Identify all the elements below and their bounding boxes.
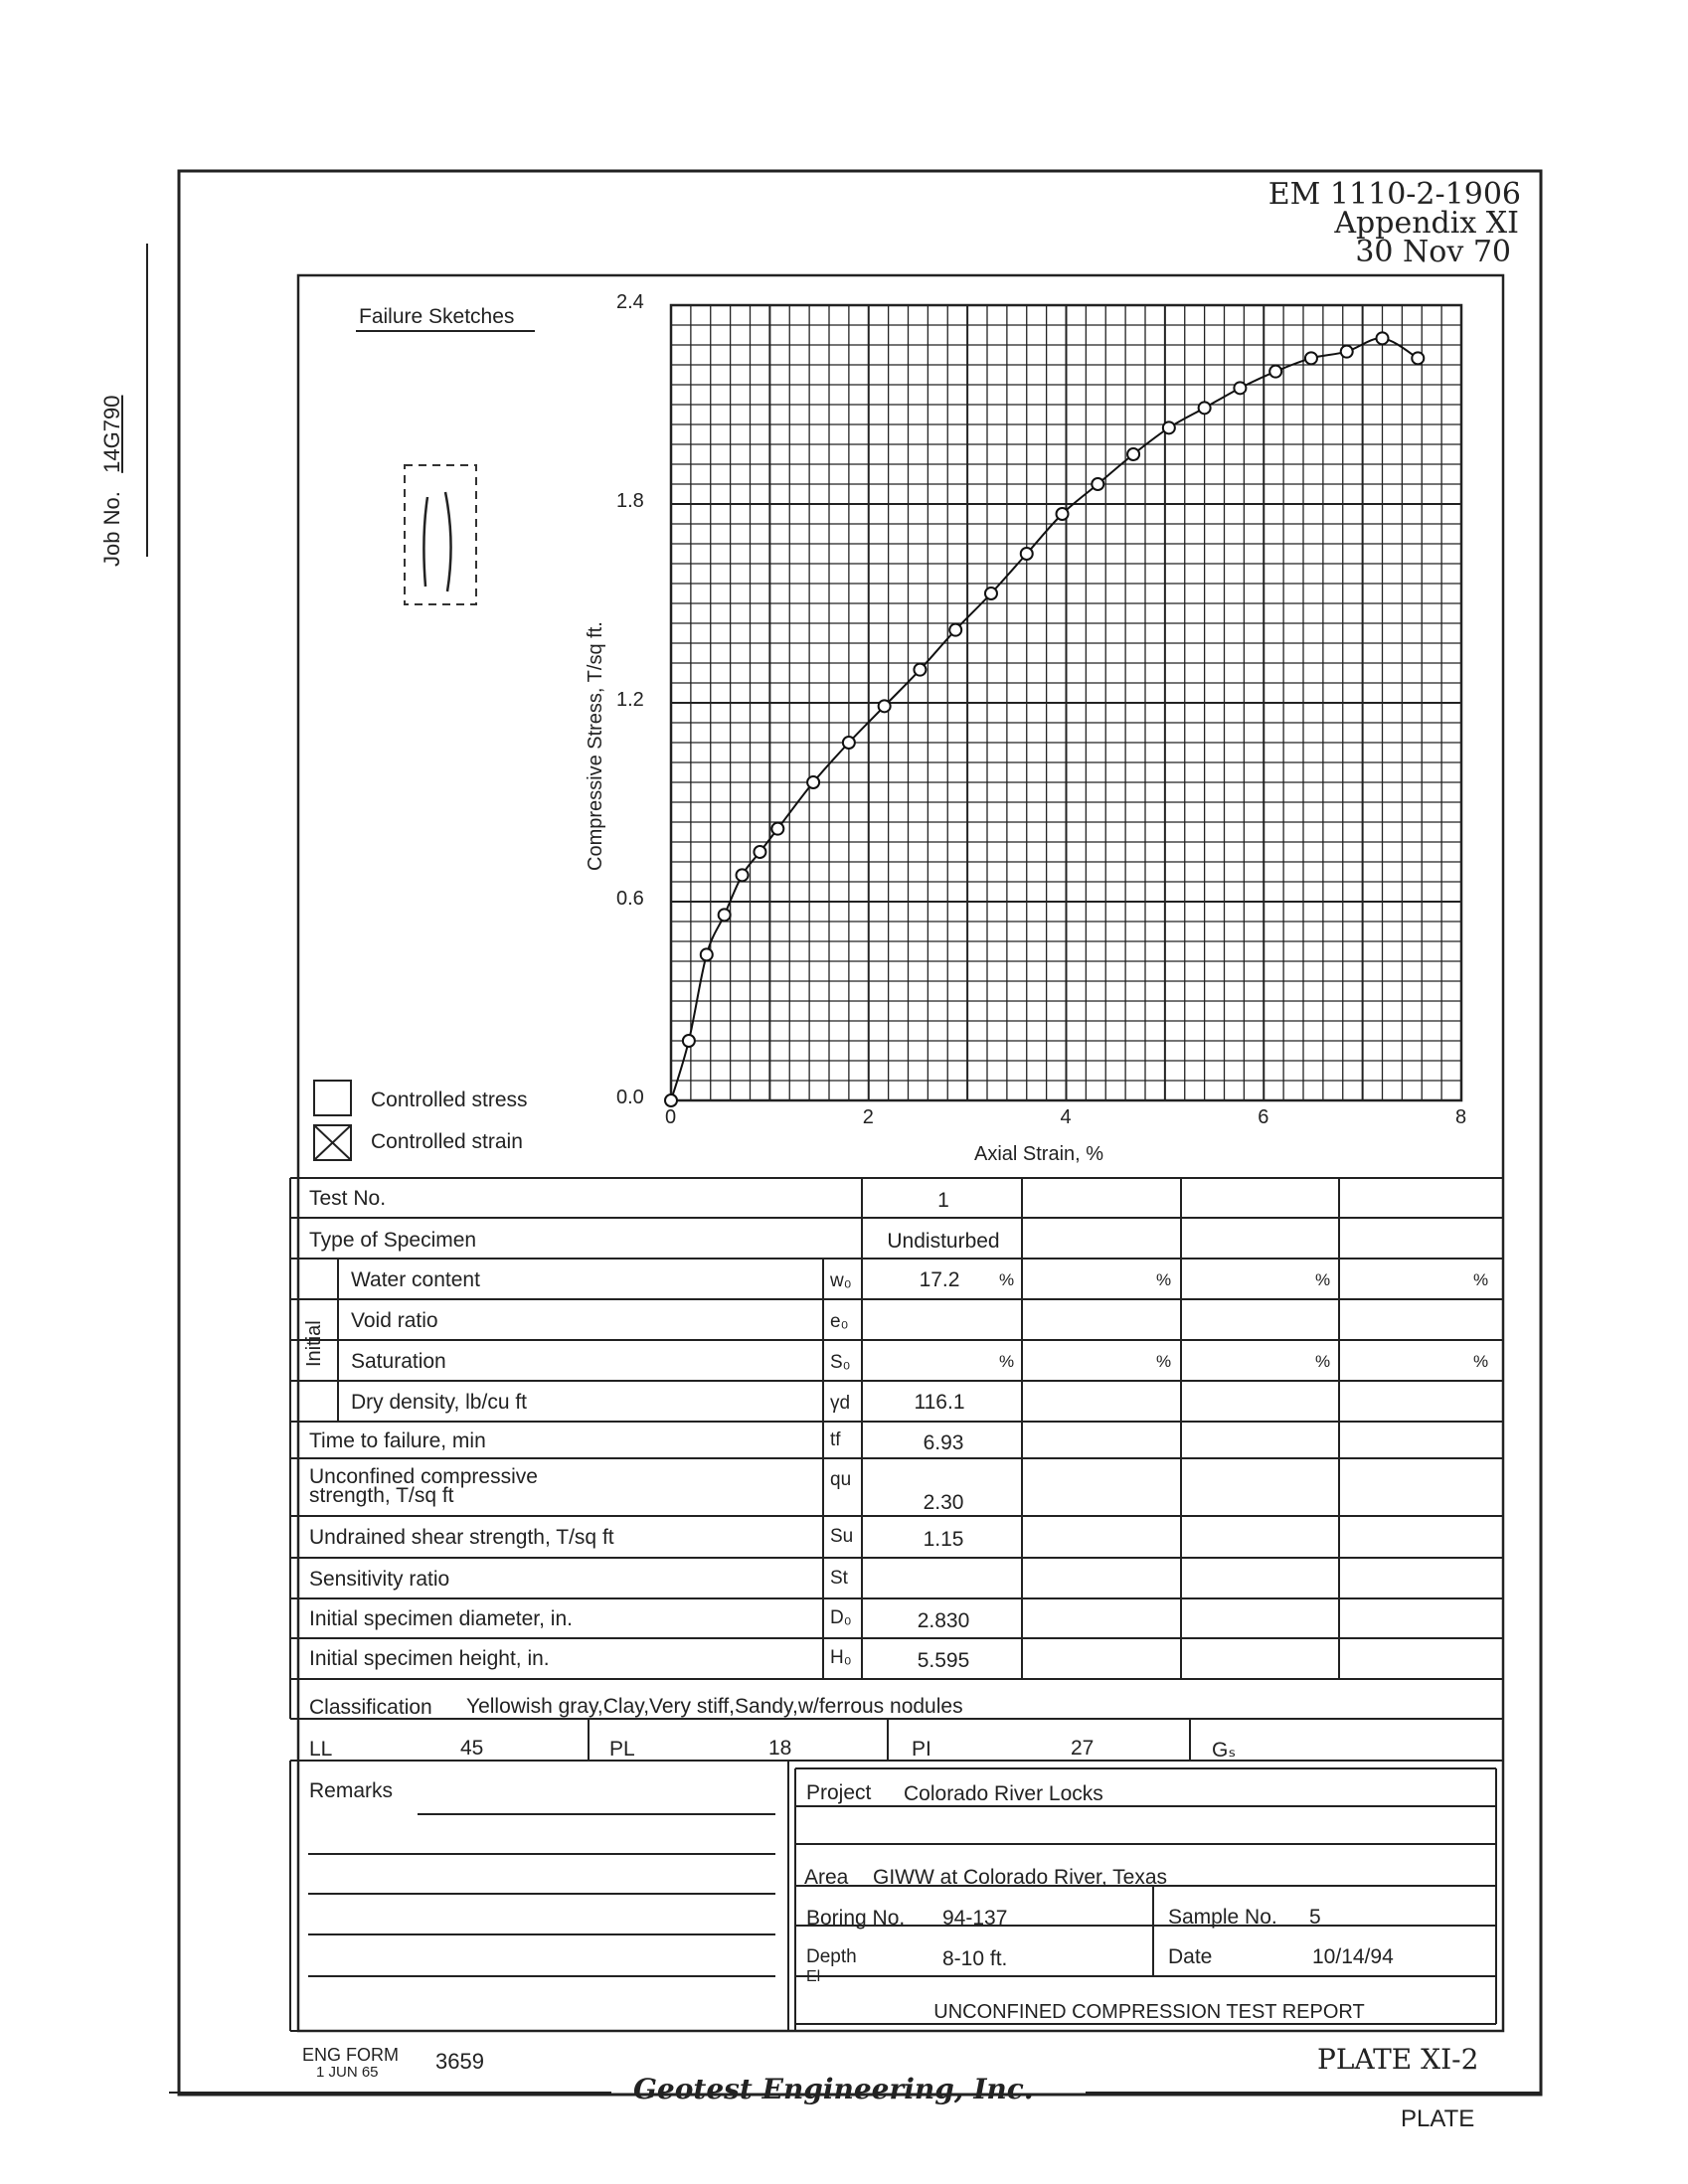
- boring-value: 94-137: [942, 1907, 1008, 1930]
- type-label: Type of Specimen: [309, 1229, 477, 1252]
- plate-number: PLATE XI-2: [1317, 2043, 1479, 2076]
- controlled-stress-label: Controlled stress: [371, 1089, 528, 1111]
- data-point: [737, 869, 749, 881]
- test-no-value: 1: [937, 1189, 949, 1212]
- percent-unit: %: [1315, 1352, 1331, 1371]
- percent-unit: %: [1473, 1270, 1489, 1289]
- percent-unit: %: [1473, 1352, 1489, 1371]
- data-point: [879, 700, 891, 712]
- initial-row-label: Water content: [351, 1268, 480, 1291]
- eng-form-date: 1 JUN 65: [316, 2064, 379, 2081]
- area-label: Area: [804, 1866, 849, 1889]
- data-point: [1199, 402, 1211, 414]
- stress-strain-curve: [671, 338, 1418, 1100]
- row-value: 2.830: [917, 1609, 970, 1632]
- classification-value: Yellowish gray,Clay,Very stiff,Sandy,w/ferrous nodules: [466, 1695, 963, 1718]
- pl-label: PL: [609, 1738, 635, 1761]
- company-name: Geotest Engineering, Inc.: [633, 2073, 1034, 2105]
- depth-value: 8-10 ft.: [942, 1947, 1008, 1970]
- data-point: [949, 624, 961, 636]
- row-label-2: strength, T/sq ft: [309, 1484, 454, 1507]
- job-no-label: Job No.: [99, 491, 124, 567]
- data-point: [1057, 508, 1069, 520]
- data-point: [754, 846, 765, 858]
- data-point: [771, 823, 783, 835]
- data-point: [665, 1094, 677, 1106]
- header-date: 30 Nov 70: [1355, 235, 1511, 269]
- row-value: 2.30: [923, 1491, 964, 1514]
- data-point: [807, 776, 819, 788]
- percent-unit: %: [999, 1270, 1015, 1289]
- data-point: [843, 737, 855, 749]
- data-point: [1021, 548, 1033, 560]
- pi-label: PI: [912, 1738, 931, 1761]
- type-value: Undisturbed: [887, 1230, 1000, 1253]
- data-point: [1412, 352, 1424, 364]
- table-lines: [290, 1178, 1503, 2031]
- el-label: El: [806, 1968, 821, 1985]
- controlled-strain-label: Controlled strain: [371, 1130, 523, 1153]
- gs-label: Gₛ: [1212, 1739, 1237, 1762]
- row-value: 1.15: [923, 1528, 964, 1551]
- failure-sketches-title: Failure Sketches: [359, 305, 515, 328]
- row-symbol: Su: [830, 1526, 854, 1547]
- initial-row-value: 116.1: [914, 1391, 965, 1414]
- failure-sketch-box: [405, 465, 476, 604]
- percent-unit: %: [1156, 1352, 1172, 1371]
- data-point: [1305, 352, 1317, 364]
- failure-crack-1: [423, 497, 427, 587]
- project-value: Colorado River Locks: [904, 1782, 1103, 1805]
- y-tick-label: 2.4: [616, 291, 644, 313]
- row-symbol: St: [830, 1568, 848, 1589]
- area-value: GIWW at Colorado River, Texas: [873, 1866, 1168, 1889]
- y-tick-label: 1.2: [616, 689, 644, 711]
- data-point: [985, 588, 997, 599]
- data-point: [719, 909, 731, 921]
- sample-label: Sample No.: [1168, 1906, 1277, 1929]
- failure-crack-2: [445, 492, 451, 591]
- initial-row-label: Dry density, lb/cu ft: [351, 1391, 528, 1414]
- boring-label: Boring No.: [806, 1907, 906, 1930]
- report-title: UNCONFINED COMPRESSION TEST REPORT: [933, 2001, 1365, 2023]
- data-point: [701, 948, 713, 960]
- appendix: Appendix XI: [1334, 206, 1519, 241]
- row-value: 5.595: [917, 1649, 970, 1672]
- x-tick-label: 0: [665, 1106, 677, 1128]
- x-tick-label: 2: [862, 1106, 874, 1128]
- y-axis-title: Compressive Stress, T/sq ft.: [585, 621, 606, 871]
- project-label: Project: [806, 1781, 872, 1804]
- em-number: EM 1110-2-1906: [1267, 177, 1521, 212]
- row-label: Initial specimen diameter, in.: [309, 1607, 573, 1630]
- row-label: Unconfined compressive: [309, 1465, 538, 1488]
- row-label: Initial specimen height, in.: [309, 1647, 550, 1670]
- percent-unit: %: [1156, 1270, 1172, 1289]
- row-label: Time to failure, min: [309, 1429, 486, 1452]
- pl-value: 18: [768, 1737, 792, 1760]
- row-symbol: H₀: [830, 1647, 852, 1668]
- date-value: 10/14/94: [1312, 1945, 1394, 1968]
- y-tick-label: 1.8: [616, 490, 644, 512]
- percent-unit: %: [1315, 1270, 1331, 1289]
- eng-form-number: 3659: [435, 2049, 484, 2074]
- remarks-label: Remarks: [309, 1779, 394, 1802]
- page-plate-label: PLATE: [1401, 2105, 1475, 2132]
- date-label: Date: [1168, 1945, 1213, 1968]
- controlled-stress-box: [314, 1081, 351, 1115]
- row-label: Sensitivity ratio: [309, 1568, 450, 1591]
- data-point: [1377, 332, 1389, 344]
- x-axis-title: Axial Strain, %: [974, 1143, 1104, 1165]
- test-no-label: Test No.: [309, 1187, 387, 1210]
- y-tick-label: 0.6: [616, 888, 644, 910]
- initial-group-label: Initial: [303, 1320, 325, 1367]
- x-tick-label: 8: [1455, 1106, 1467, 1128]
- y-tick-label: 0.0: [616, 1087, 644, 1108]
- row-symbol: D₀: [830, 1607, 852, 1628]
- initial-row-symbol: γd: [830, 1393, 851, 1414]
- x-tick-label: 6: [1258, 1106, 1269, 1128]
- initial-row-label: Void ratio: [351, 1309, 438, 1332]
- data-point: [1163, 421, 1175, 433]
- plot-grid: [671, 305, 1461, 1100]
- data-point: [683, 1035, 695, 1047]
- pi-value: 27: [1071, 1737, 1095, 1760]
- data-point: [1269, 366, 1281, 378]
- job-no-value: 14G790: [99, 395, 124, 473]
- percent-unit: %: [999, 1352, 1015, 1371]
- row-symbol: tf: [830, 1429, 841, 1450]
- ll-label: LL: [309, 1738, 333, 1761]
- row-label: Undrained shear strength, T/sq ft: [309, 1526, 614, 1549]
- x-tick-label: 4: [1060, 1106, 1072, 1128]
- job-no: [99, 396, 125, 567]
- row-symbol: qu: [830, 1469, 852, 1490]
- ll-value: 45: [460, 1737, 484, 1760]
- data-point: [914, 664, 926, 676]
- eng-form-label: ENG FORM: [302, 2045, 399, 2065]
- depth-label: Depth: [806, 1946, 857, 1967]
- data-point: [1234, 382, 1246, 394]
- classification-label: Classification: [309, 1696, 432, 1719]
- data-point: [1092, 478, 1103, 490]
- initial-row-symbol: e₀: [830, 1311, 849, 1332]
- initial-row-value: 17.2: [919, 1268, 960, 1291]
- initial-row-symbol: S₀: [830, 1352, 851, 1373]
- plot-series: [665, 332, 1424, 1106]
- data-point: [1341, 346, 1353, 358]
- sample-value: 5: [1309, 1906, 1321, 1929]
- row-value: 6.93: [923, 1431, 964, 1454]
- initial-row-symbol: w₀: [830, 1270, 852, 1291]
- initial-row-label: Saturation: [351, 1350, 446, 1373]
- data-point: [1127, 448, 1139, 460]
